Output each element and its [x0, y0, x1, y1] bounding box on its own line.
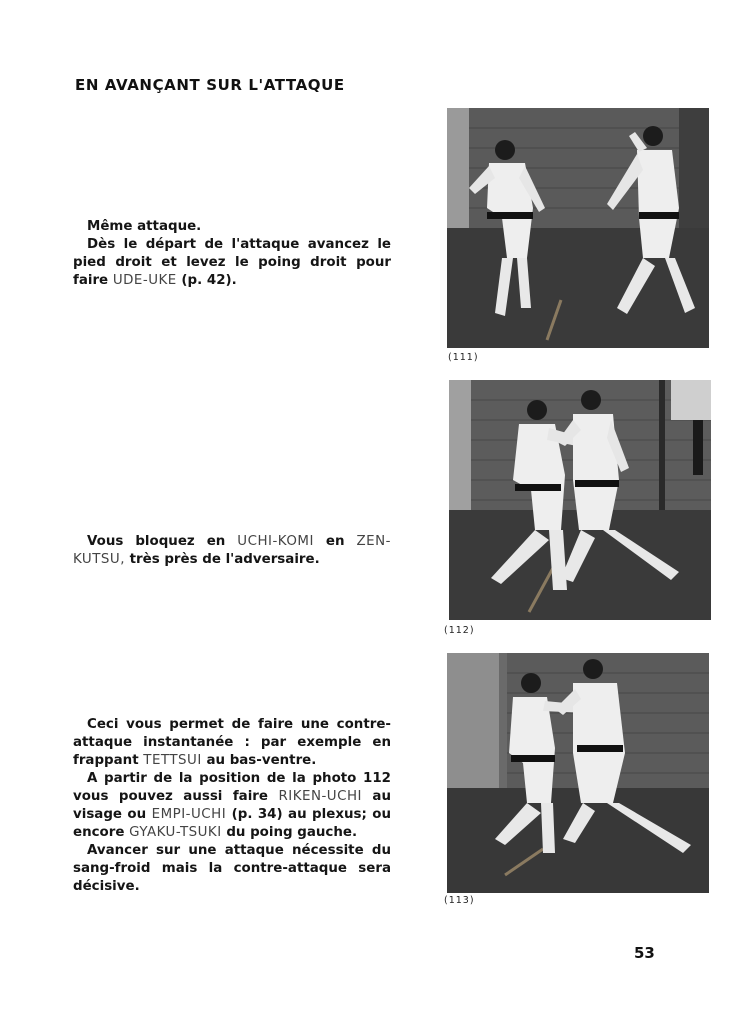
text-line	[73, 842, 391, 896]
photo-113	[447, 653, 709, 893]
photo-111	[447, 108, 709, 348]
technique-term: UDE-UKE	[112, 273, 177, 288]
technique-term: ZEN-KUTSU,	[73, 534, 391, 567]
text-line	[73, 218, 391, 236]
text-line	[73, 770, 391, 842]
text-run: du poing gauche.	[221, 825, 358, 840]
text-line	[73, 236, 391, 290]
text-run: en	[313, 534, 357, 549]
paragraph-1	[73, 218, 391, 290]
technique-term: GYAKU-TSUKI	[129, 825, 222, 840]
text-line	[73, 716, 391, 770]
technique-term: RIKEN-UCHI	[278, 789, 362, 804]
paragraph-2	[73, 533, 391, 569]
text-run: au visage ou	[73, 789, 391, 822]
photo-113-caption: (113)	[444, 895, 475, 906]
text-run: très près de l'adversaire.	[124, 552, 320, 567]
text-run: (p. 42).	[176, 273, 237, 288]
text-run: Même attaque.	[87, 219, 202, 234]
technique-term: EMPI-UCHI	[151, 807, 227, 822]
paragraph-3	[73, 716, 391, 896]
photo-111-caption: (111)	[448, 352, 479, 363]
page-number: 53	[634, 944, 655, 962]
photo-112-caption: (112)	[444, 625, 475, 636]
text-run: A partir de la position de la photo 112 vous pouvez aussi faire	[73, 771, 391, 804]
text-run: Vous bloquez en	[87, 534, 238, 549]
text-line	[73, 533, 391, 569]
technique-term: UCHI-KOMI	[237, 534, 314, 549]
text-run: au bas-ventre.	[201, 753, 317, 768]
text-run: Avancer sur une attaque nécessite du sang-froid mais la contre-attaque sera décisive.	[73, 843, 391, 894]
photo-112	[449, 380, 711, 620]
technique-term: TETTSUI	[143, 753, 202, 768]
text-run: Dès le départ de l'attaque avancez le pied droit et levez le poing droit pour faire	[73, 237, 391, 288]
page-title: EN AVANÇANT SUR L'ATTAQUE	[75, 76, 345, 94]
text-run: Ceci vous permet de faire une contre-attaque instantanée : par exemple en frappant	[73, 717, 391, 768]
text-run: (p. 34) au plexus; ou encore	[73, 807, 391, 840]
